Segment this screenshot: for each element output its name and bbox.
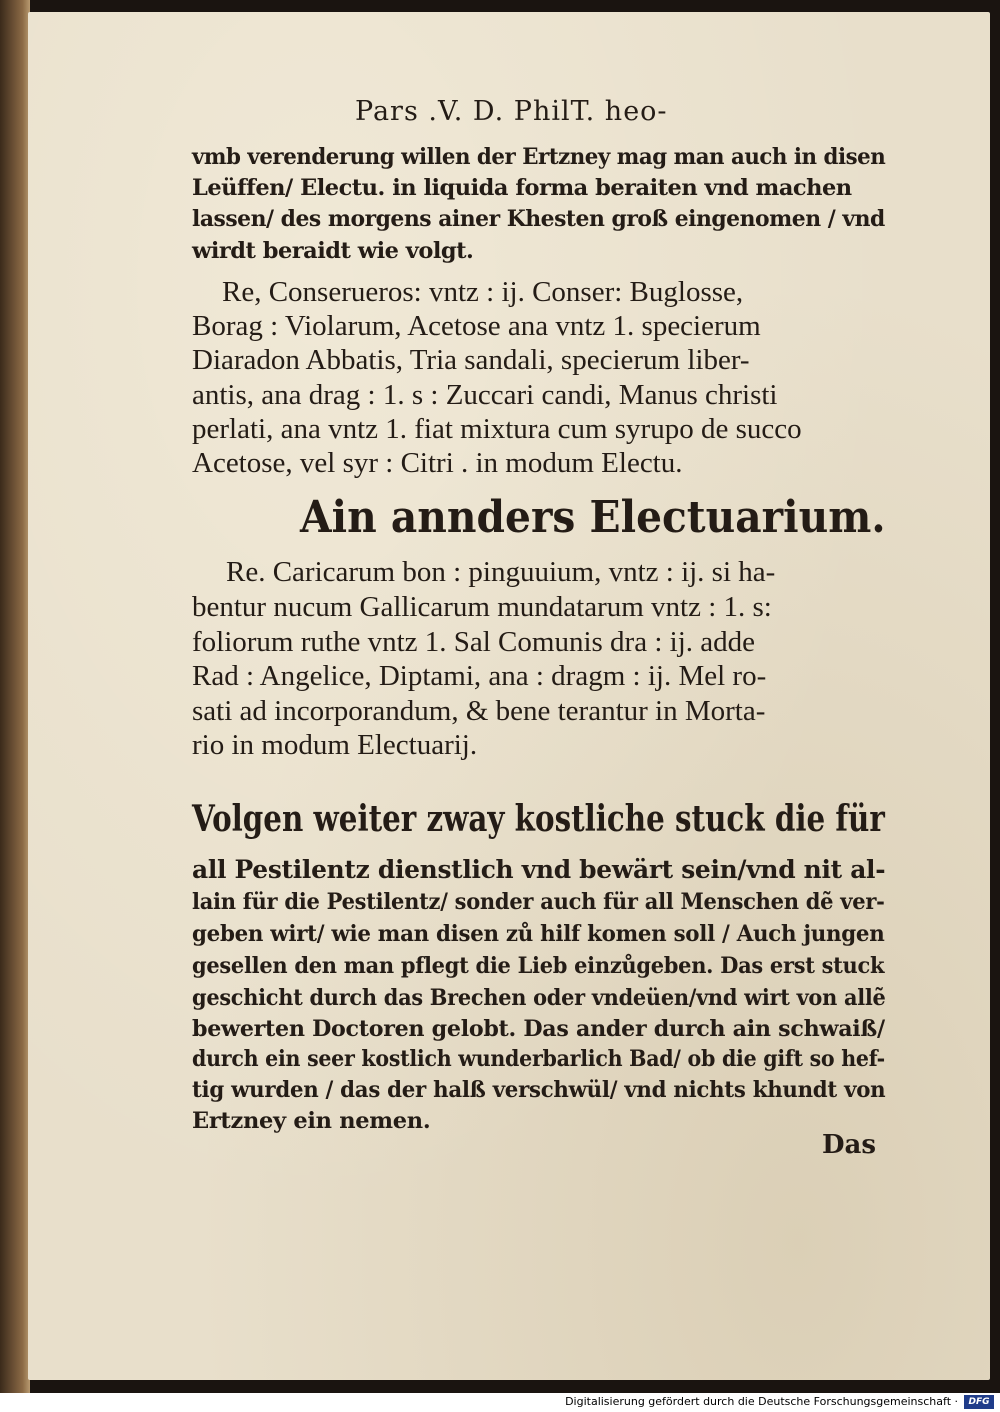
recipe1-line-6: Acetose, vel syr : Citri . in modum Electu. xyxy=(192,447,683,479)
section-line-2: lain für die Pestilentz/ sonder auch für all Menschen dẽ ver- xyxy=(192,889,885,915)
intro-line-1: vmb verenderung willen der Ertzney mag man auch in disen xyxy=(192,144,886,170)
recipe1-line-2: Borag : Violarum, Acetose ana vntz 1. specierum xyxy=(192,310,761,342)
recipe2-line-1: Re. Caricarum bon : pinguuium, vntz : ij. si ha- xyxy=(226,556,776,588)
recipe2-line-5: sati ad incorporandum, & bene terantur in Morta- xyxy=(192,695,766,727)
recipe2-line-2: bentur nucum Gallicarum mundatarum vntz : 1. s: xyxy=(192,591,772,623)
recipe2-line-6: rio in modum Electuarij. xyxy=(192,729,478,761)
recipe1-line-5: perlati, ana vntz 1. fiat mixtura cum syrupo de succo xyxy=(192,413,802,445)
intro-line-2: Leüffen/ Electu. in liquida forma beraiten vnd machen xyxy=(192,175,852,201)
recipe1-line-3: Diaradon Abbatis, Tria sandali, specierum liber- xyxy=(192,344,750,376)
recipe2-line-4: Rad : Angelice, Diptami, ana : dragm : ij. Mel ro- xyxy=(192,660,767,692)
section-line-5: geschicht durch das Brechen oder vndeüen/vnd wirt von allẽ xyxy=(192,985,886,1011)
section-line-8: tig wurden / das der halß verschwül/ vnd nichts khundt von xyxy=(192,1077,886,1103)
section-line-9: Ertzney ein nemen. xyxy=(192,1108,431,1134)
recipe2-line-3: foliorum ruthe vntz 1. Sal Comunis dra : ij. adde xyxy=(192,626,755,658)
recipe1-line-1: Re, Conserueros: vntz : ij. Conser: Buglosse, xyxy=(222,276,744,308)
book-spine-edge xyxy=(0,0,30,1393)
recipe1-line-4: antis, ana drag : 1. s : Zuccari candi, Manus christi xyxy=(192,379,778,411)
section-heading-line: Volgen weiter zway kostliche stuck die für xyxy=(192,798,885,840)
footer-bar xyxy=(0,1393,1000,1412)
section-line-6: bewerten Doctoren gelobt. Das ander durch ain schwaiß/ xyxy=(192,1016,885,1042)
intro-line-4: wirdt beraidt wie volgt. xyxy=(192,238,474,264)
section-line-4: gesellen den man pflegt die Lieb einzůgeben. Das erst stuck xyxy=(192,953,885,979)
section-line-3: geben wirt/ wie man disen zů hilf komen soll / Auch jungen xyxy=(192,921,885,947)
running-header: Pars .V. D. PhilT. heo- xyxy=(355,96,668,127)
intro-line-3: lassen/ des morgens ainer Khesten groß eingenomen / vnd xyxy=(192,206,885,232)
section-line-1: all Pestilentz dienstlich vnd bewärt sein/vnd nit al- xyxy=(192,855,886,884)
catchword: Das xyxy=(822,1130,877,1160)
section-line-7: durch ein seer kostlich wunderbarlich Bad/ ob die gift so hef- xyxy=(192,1046,885,1072)
footer-credit: Digitalisierung gefördert durch die Deutsche Forschungsgemeinschaft · xyxy=(565,1395,958,1408)
section-title: Ain annders Electuarium. xyxy=(300,492,886,543)
dfg-logo: DFG xyxy=(964,1395,994,1409)
